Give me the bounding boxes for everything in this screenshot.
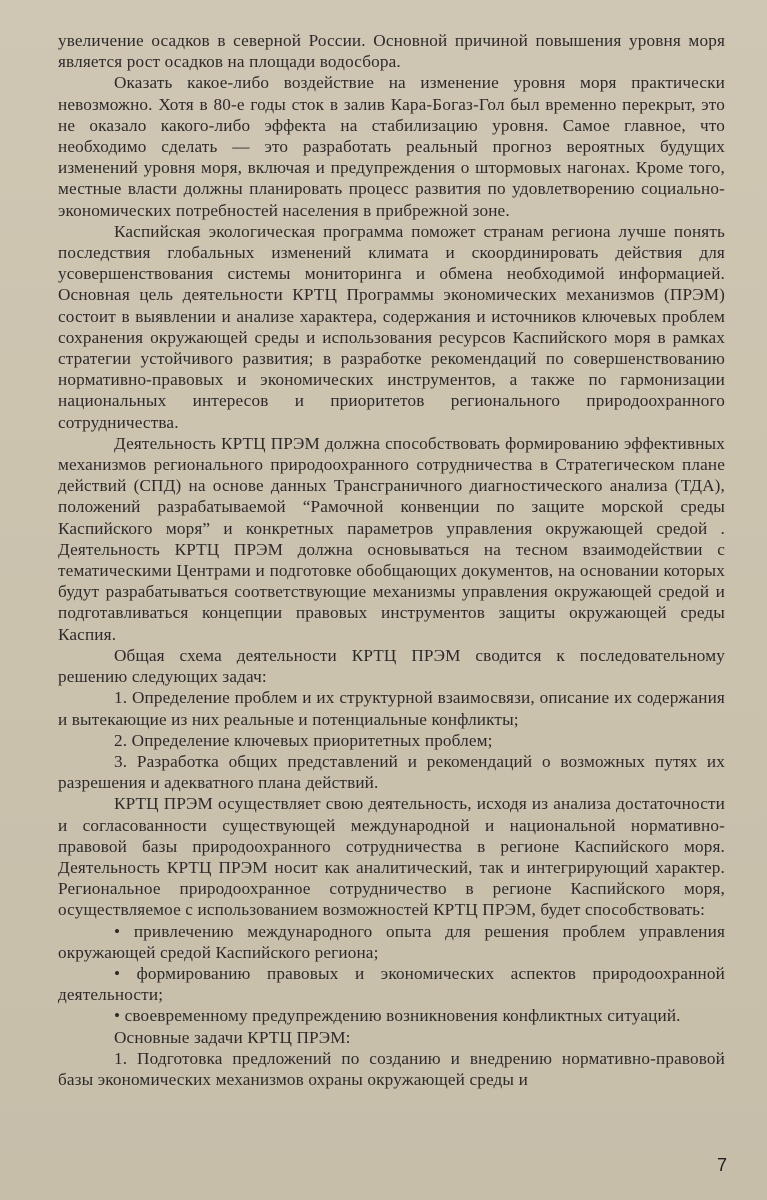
paragraph-sea-level: Оказать какое-либо воздействие на изменение уровня моря практически невозможно. Хотя в 80-е годы сток в залив Кара-Богаз-Гол был временно перекрыт, это не оказало какого-либо эффекта на стабилизацию уровня. Самое главное, что необходимо сделать — это разработать реальный прогноз вероятных будущих изменений уровня моря, включая и предупреждения о штормовых нагонах. Кроме того, местные власти должны планировать процесс развития по удовлетворению социально-экономических потребностей населения в прибрежной зоне. bbox=[58, 73, 725, 220]
paragraph-main-tasks-heading: Основные задачи КРТЦ ПРЭМ: bbox=[114, 1027, 351, 1047]
bullet-item-international-experience: • привлечению международного опыта для решения проблем управления окружающей средой Каспийского региона; bbox=[58, 921, 725, 962]
paragraph-continuation: увеличение осадков в северной России. Основной причиной повышения уровня моря является рост осадков на площади водосбора. bbox=[58, 31, 725, 72]
paragraph-general-scheme: Общая схема деятельности КРТЦ ПРЭМ сводится к последовательному решению следующих задач: bbox=[58, 645, 725, 687]
paragraph-caspian-program: Каспийская экологическая программа поможет странам региона лучше понять последствия глобальных изменений климата и скоординировать действия для усовершенствования системы мониторинга и обмена необходимой информацией. Основная цель деятельности КРТЦ Программы экономических механизмов (ПРЭМ) состоит в выявлении и анализе характера, содержания и источников ключевых проблем сохранения окружающей среды и использования ресурсов Каспийского моря в рамках стратегии устойчивого развития; в разработке рекомендаций по совершенствованию нормативно-правовых и экономических инструментов, а также по гармонизации национальных интересов и приоритетов регионального природоохранного сотрудничества. bbox=[58, 221, 725, 432]
bullet-item-conflict-prevention: • своевременному предупреждению возникновения конфликтных ситуаций. bbox=[114, 1006, 681, 1026]
page-number: 7 bbox=[716, 1155, 727, 1175]
list-item-task-2: 2. Определение ключевых приоритетных проблем; bbox=[114, 730, 493, 750]
paragraph-krtc-basis: КРТЦ ПРЭМ осуществляет свою деятельность, исходя из анализа достаточности и согласованности существующей международной и национальной нормативно-правовой базы природоохранного сотрудничества в регионе Каспийского моря. Деятельность КРТЦ ПРЭМ носит как аналитический, так и интегрирующий характер. Региональное природоохранное сотрудничество в регионе Каспийского моря, осуществляемое с использованием возможностей КРТЦ ПРЭМ, будет способствовать: bbox=[58, 794, 725, 920]
body-text bbox=[58, 30, 725, 1090]
list-item-task-1: 1. Определение проблем и их структурной взаимосвязи, описание их содержания и вытекающие из них реальные и потенциальные конфликты; bbox=[58, 688, 725, 729]
bullet-item-legal-economic-aspects: • формированию правовых и экономических аспектов природоохранной деятельности; bbox=[58, 963, 725, 1005]
list-item-task-3: 3. Разработка общих представлений и рекомендаций о возможных путях их разрешения и адекватного плана действий. bbox=[58, 751, 725, 793]
paragraph-krtc-activity: Деятельность КРТЦ ПРЭМ должна способствовать формированию эффективных механизмов регионального природоохранного сотрудничества в Стратегическом плане действий (СПД) на основе данных Трансграничного диагностического анализа (ТДА), положений разрабатываемой “Рамочной конвенции по защите морской среды Каспийского моря” и конкретных параметров управления окружающей средой . Деятельность КРТЦ ПРЭМ должна основываться на тесном взаимодействии с тематическими Центрами и подготовке обобщающих документов, на основании которых будут разрабатываться соответствующие механизмы управления окружающей средой и подготавливаться концепции правовых инструментов защиты окружающей среды Каспия. bbox=[58, 433, 725, 644]
list-item-main-task-1: 1. Подготовка предложений по созданию и внедрению нормативно-правовой базы экономических механизмов охраны окружающей среды и bbox=[58, 1048, 725, 1089]
